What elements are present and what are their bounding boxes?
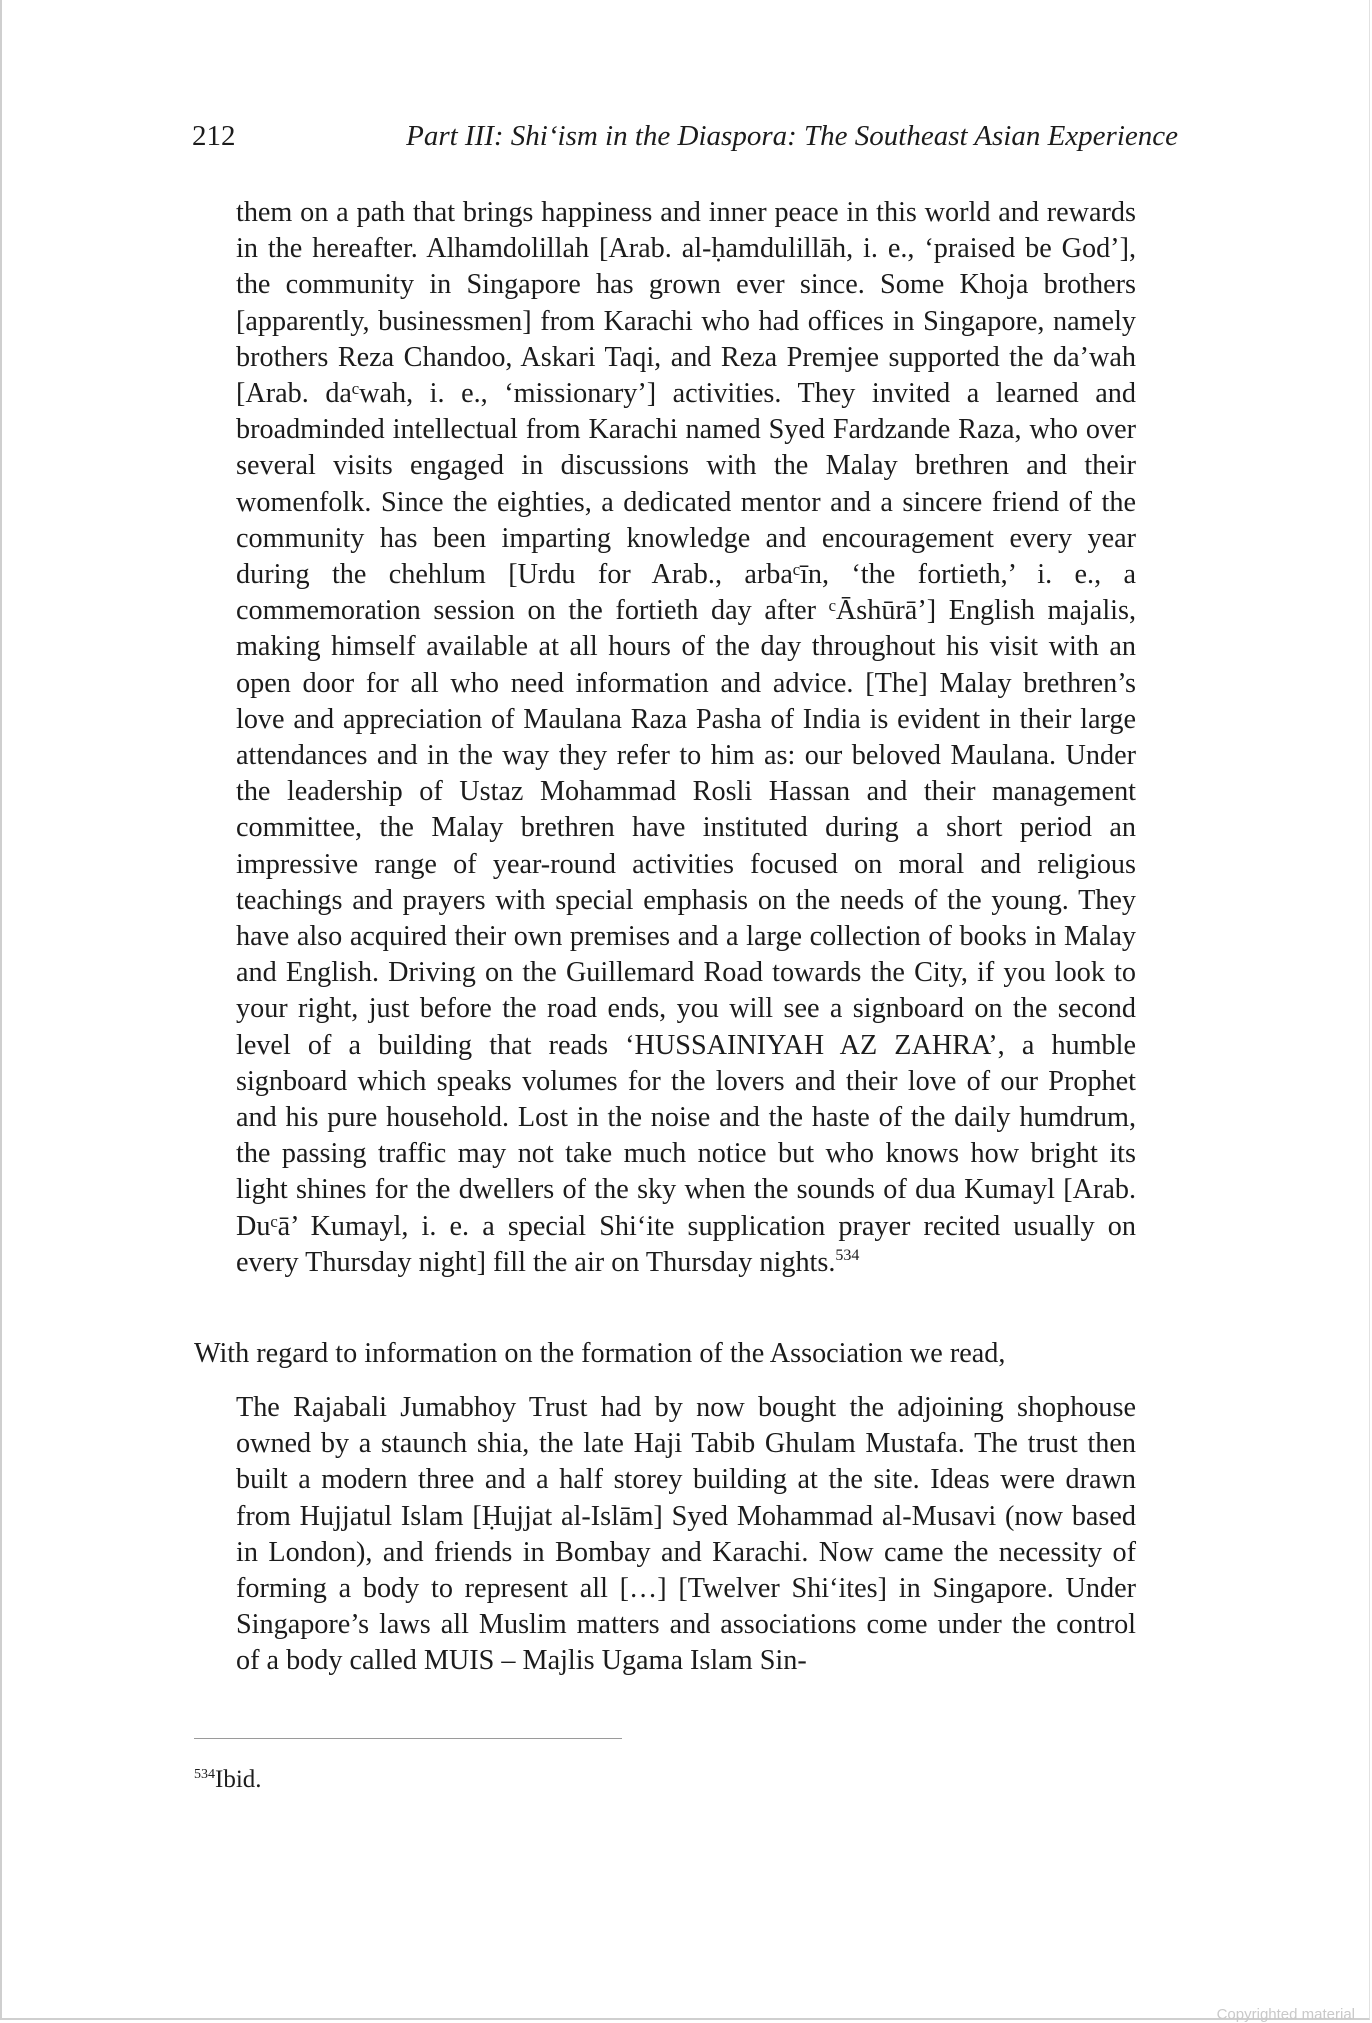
footnote-reference[interactable]: 534 [835, 1246, 860, 1264]
block-quote-paragraph: The Rajabali Jumabhoy Trust had by now bought the adjoining shophouse owned by a staunch shia, the late Haji Tabib Ghulam Mustafa. The trust then built a modern three and a half storey building at the site. Ideas were drawn from Hujjatul Islam [Ḥujjat al-Islām] Syed Mohammad al-Musavi (now based in London), and friends in Bombay and Karachi. Now came the necessity of forming a body to represent all […] [Twelver Shi‘ites] in Singapore. Under Singapore’s laws all Muslim matters and associations come under the control of a body called MUIS – Majlis Ugama Islam Sin- [236, 1392, 1136, 1677]
page-number: 212 [192, 120, 236, 152]
watermark: Copyrighted material [1216, 2006, 1355, 2023]
body-paragraph: With regard to information on the formation of the Association we read, [194, 1338, 1006, 1369]
footnote [194, 1763, 262, 1797]
block-quote [236, 1390, 1136, 1680]
running-title: Part III: Shi‘ism in the Diaspora: The Southeast Asian Experience [406, 120, 1178, 152]
running-head [192, 120, 1178, 160]
block-quote-paragraph [236, 195, 1136, 1281]
block-quote-text: them on a path that brings happiness and inner peace in this world and rewards in the hereafter. Alhamdolillah [Arab. al-ḥamdulillāh, i. e., ‘praised be God’], the community in Singapore has grown ever since. Some Khoja brothers [apparently, businessmen] from Karachi who had offices in Singapore, namely brothers Reza Chandoo, Askari Taqi, and Reza Premjee supported the da’wah [Arab. daᶜwah, i. e., ‘missionary’] activities. They invited a learned and broadminded intellectual from Karachi named Syed Fardzande Raza, who over several visits engaged in discussions with the Malay brethren and their womenfolk. Since the eighties, a dedicated mentor and a sincere friend of the community has been imparting knowledge and encouragement every year during the chehlum [Urdu for Arab., arbaᶜīn, ‘the fortieth,’ i. e., a commemoration session on the fortieth day after ᶜĀshūrā’] English majalis, making himself available at all hours of the day throughout his visit with an open door for all who need information and advice. [The] Malay brethren’s love and appreciation of Maulana Raza Pasha of India is evident in their large attendances and in the way they refer to him as: our beloved Maulana. Under the leadership of Ustaz Mohammad Rosli Hassan and their management committee, the Malay brethren have instituted during a short period an impressive range of year-round activities focused on moral and religious teachings and prayers with special emphasis on the needs of the young. They have also acquired their own premises and a large collection of books in Malay and English. Driving on the Guillemard Road towards the City, if you look to your right, just before the road ends, you will see a signboard on the second level of a building that reads ‘HUSSAINIYAH AZ ZAHRA’, a humble signboard which speaks volumes for the lovers and their love of our Prophet and his pure household. Lost in the noise and the haste of the daily humdrum, the passing traffic may not take much notice but who knows how bright its light shines for the dwellers of the sky when the sounds of dua Kumayl [Arab. Duᶜā’ Kumayl, i. e. a special Shi‘ite supplication prayer recited usually on every Thursday night] fill the air on Thursday nights. [236, 197, 1136, 1278]
footnote-number: 534 [194, 1767, 215, 1782]
footnote-divider [194, 1738, 622, 1739]
footnote-text: Ibid. [215, 1766, 262, 1793]
block-quote [236, 195, 1136, 1281]
